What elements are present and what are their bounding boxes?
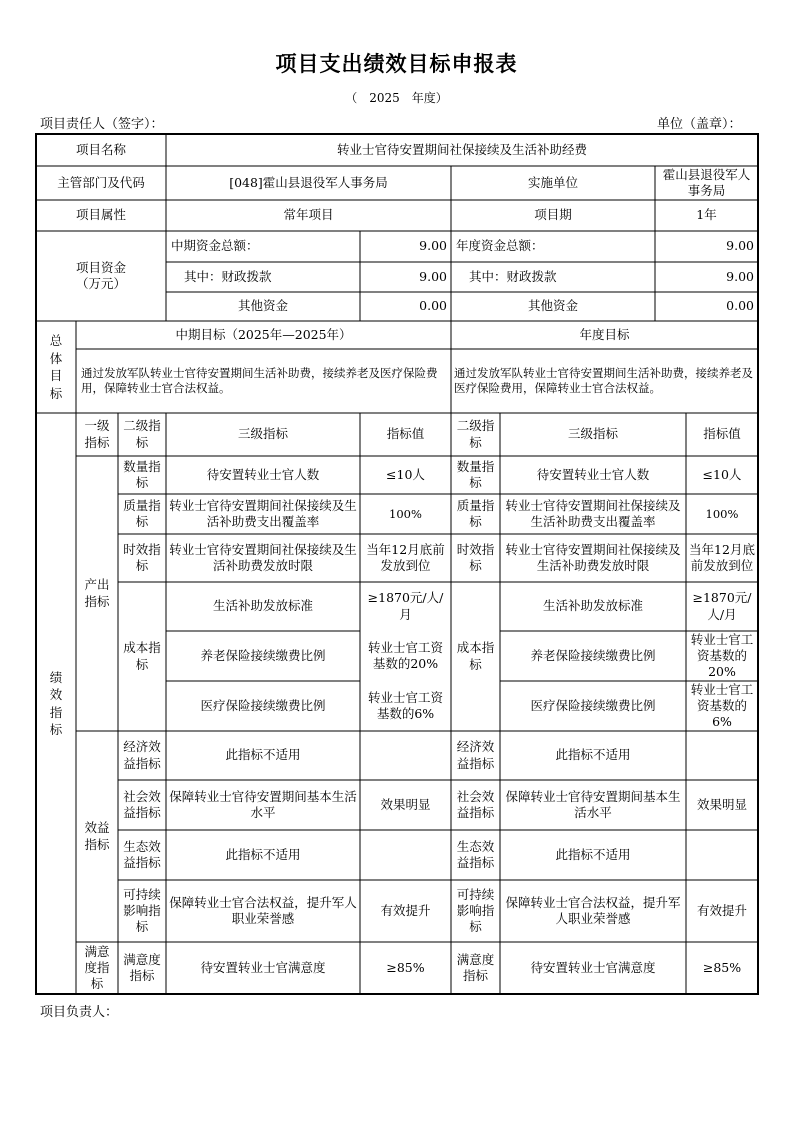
- unit-label: 单位（盖章）：: [657, 117, 742, 132]
- cost-l2: 成本指 标: [123, 640, 161, 672]
- economic-year-value: [686, 731, 758, 780]
- social-l2: 社会效 益指标: [123, 788, 161, 820]
- footer-label: 项目负责人：: [40, 1005, 119, 1020]
- funds-label: 项目资金 （万元）: [75, 259, 126, 291]
- page-title: 项目支出绩效目标申报表: [275, 52, 518, 76]
- mid-total-label: 中期资金总额：: [171, 238, 259, 254]
- economic-year-l2: 经济效 益指标: [456, 739, 495, 771]
- cost-year-value: ≥1870元/人/月: [692, 590, 752, 622]
- mid-goal-text: 通过发放军队转业士官待安置期间生活补助费，接续养老及医疗保险费用，保障转业士官合法权益。: [81, 366, 438, 395]
- satisfaction-l2: 满意度 指标: [123, 951, 161, 983]
- year-fiscal-label: 其中：财政拨款: [469, 268, 557, 284]
- quantity-l2: 数量指 标: [123, 458, 161, 490]
- sustainable-year-name: 保障转业士官合法权益，提升军人职业荣誉感: [505, 894, 681, 926]
- satisfaction-year-name: 待安置转业士官满意度: [530, 959, 656, 975]
- ecological-mid-value: [360, 830, 451, 880]
- output-indicator-label: 产出 指标: [84, 577, 110, 609]
- economic-l2: 经济效 益指标: [123, 739, 161, 771]
- quantity-year-name: 待安置转业士官人数: [536, 466, 650, 482]
- header-level1: 一级 指标: [84, 418, 110, 450]
- quantity-year-l2: 数量指 标: [456, 458, 495, 490]
- quality-mid-name: 转业士官待安置期间社保接续及生活补助费支出覆盖率: [169, 497, 357, 529]
- cost-mid-name: 生活补助发放标准: [212, 598, 313, 614]
- mid-fiscal-value: 9.00: [419, 268, 447, 284]
- economic-mid-value: [360, 731, 451, 780]
- ecological-l2: 生态效 益指标: [123, 838, 161, 870]
- satisfaction-mid-value: ≥85%: [386, 959, 425, 975]
- period-label: 项目期: [534, 207, 572, 223]
- year-total-label: 年度资金总额：: [456, 238, 544, 254]
- social-mid-value: 效果明显: [380, 796, 431, 812]
- satisfaction-year-value: ≥85%: [702, 959, 742, 975]
- header-level2: 二级指 标: [123, 418, 161, 450]
- cost-year-name: 养老保险接续缴费比例: [530, 647, 656, 663]
- mid-goal-header: 中期目标（2025年—2025年）: [175, 326, 352, 342]
- project-name-label: 项目名称: [75, 141, 126, 157]
- satisfaction-indicator-label: 满意 度指 标: [84, 943, 110, 992]
- impl-value: 霍山县退役军人事务局: [662, 166, 751, 198]
- ecological-year-name: 此指标不适用: [555, 846, 631, 862]
- ecological-mid-name: 此指标不适用: [225, 846, 301, 862]
- timeliness-l2: 时效指 标: [123, 541, 161, 573]
- timeliness-mid-value: 当年12月底前发放到位: [366, 541, 445, 573]
- quality-year-value: 100%: [705, 506, 739, 521]
- attr-label: 项目属性: [75, 207, 126, 223]
- cost-mid-value: 转业士官工资基数的20%: [367, 639, 443, 671]
- header-year-level2: 二级指 标: [456, 418, 495, 450]
- mid-total-value: 9.00: [419, 238, 447, 254]
- year-total-value: 9.00: [726, 238, 754, 254]
- economic-mid-name: 此指标不适用: [225, 747, 301, 763]
- sustainable-l2: 可持续 影响指 标: [123, 886, 161, 935]
- social-mid-name: 保障转业士官待安置期间基本生活水平: [169, 788, 357, 820]
- mid-fiscal-label: 其中：财政拨款: [184, 268, 272, 284]
- cost-mid-value: ≥1870元/人/月: [367, 590, 444, 622]
- dept-value: [048]霍山县退役军人事务局: [229, 174, 388, 190]
- responsible-label: 项目责任人（签字）：: [40, 117, 164, 132]
- year-line: （ 2025 年度）: [345, 91, 448, 105]
- mid-other-label: 其他资金: [237, 298, 288, 314]
- satisfaction-year-l2: 满意度 指标: [456, 951, 495, 983]
- timeliness-year-value: 当年12月底前发放到位: [689, 541, 755, 573]
- year-goal-header: 年度目标: [579, 326, 630, 342]
- header-value: 指标值: [386, 426, 425, 442]
- impl-label: 实施单位: [527, 174, 578, 190]
- sustainable-mid-name: 保障转业士官合法权益，提升军人职业荣誉感: [169, 894, 357, 926]
- timeliness-year-l2: 时效指 标: [456, 541, 495, 573]
- year-fiscal-value: 9.00: [726, 268, 754, 284]
- project-name-value: 转业士官待安置期间社保接续及生活补助经费: [336, 141, 587, 157]
- period-value: 1年: [696, 207, 717, 223]
- cost-year-l2: 成本指 标: [456, 640, 495, 672]
- quality-year-l2: 质量指 标: [456, 497, 495, 529]
- ecological-year-value: [686, 830, 758, 880]
- satisfaction-mid-name: 待安置转业士官满意度: [200, 959, 326, 975]
- quantity-mid-name: 待安置转业士官人数: [206, 466, 320, 482]
- cost-year-value: 转业士官工资基数的20%: [690, 631, 754, 680]
- sustainable-year-l2: 可持续 影响指 标: [456, 886, 495, 935]
- social-year-value: 效果明显: [696, 796, 747, 812]
- header-level3: 三级指标: [237, 426, 288, 442]
- attr-value: 常年项目: [283, 207, 334, 223]
- cost-year-name: 医疗保险接续缴费比例: [530, 697, 656, 713]
- quantity-year-value: ≤10人: [702, 466, 742, 482]
- benefit-indicator-label: 效益 指标: [84, 820, 110, 852]
- sustainable-year-value: 有效提升: [696, 902, 747, 918]
- dept-label: 主管部门及代码: [57, 174, 145, 190]
- header-year-level3: 三级指标: [567, 426, 618, 442]
- year-goal-text: 通过发放军队转业士官待安置期间生活补助费，接续养老及医疗保险费用，保障转业士官合法权益。: [454, 366, 753, 395]
- timeliness-mid-name: 转业士官待安置期间社保接续及生活补助费发放时限: [169, 541, 357, 573]
- cost-year-name: 生活补助发放标准: [542, 598, 643, 614]
- ecological-year-l2: 生态效 益指标: [456, 838, 495, 870]
- year-other-value: 0.00: [726, 298, 754, 314]
- cost-mid-name: 医疗保险接续缴费比例: [200, 697, 326, 713]
- header-year-value: 指标值: [703, 426, 741, 442]
- quality-year-name: 转业士官待安置期间社保接续及生活补助费支出覆盖率: [505, 497, 681, 529]
- indicators-section-label: 绩 效 指 标: [49, 669, 63, 737]
- cost-year-value: 转业士官工资基数的6%: [690, 681, 754, 730]
- mid-other-value: 0.00: [419, 298, 447, 314]
- year-other-label: 其他资金: [527, 298, 578, 314]
- social-year-name: 保障转业士官待安置期间基本生活水平: [505, 788, 681, 820]
- social-year-l2: 社会效 益指标: [456, 788, 495, 820]
- quantity-mid-value: ≤10人: [386, 466, 425, 482]
- cost-mid-value: 转业士官工资基数的6%: [367, 689, 443, 721]
- quality-l2: 质量指 标: [123, 497, 161, 529]
- timeliness-year-name: 转业士官待安置期间社保接续及生活补助费发放时限: [505, 541, 681, 573]
- goals-label: 总 体 目 标: [49, 333, 63, 401]
- cost-mid-name: 养老保险接续缴费比例: [200, 647, 326, 663]
- economic-year-name: 此指标不适用: [555, 747, 631, 763]
- sustainable-mid-value: 有效提升: [380, 902, 431, 918]
- quality-mid-value: 100%: [389, 506, 422, 521]
